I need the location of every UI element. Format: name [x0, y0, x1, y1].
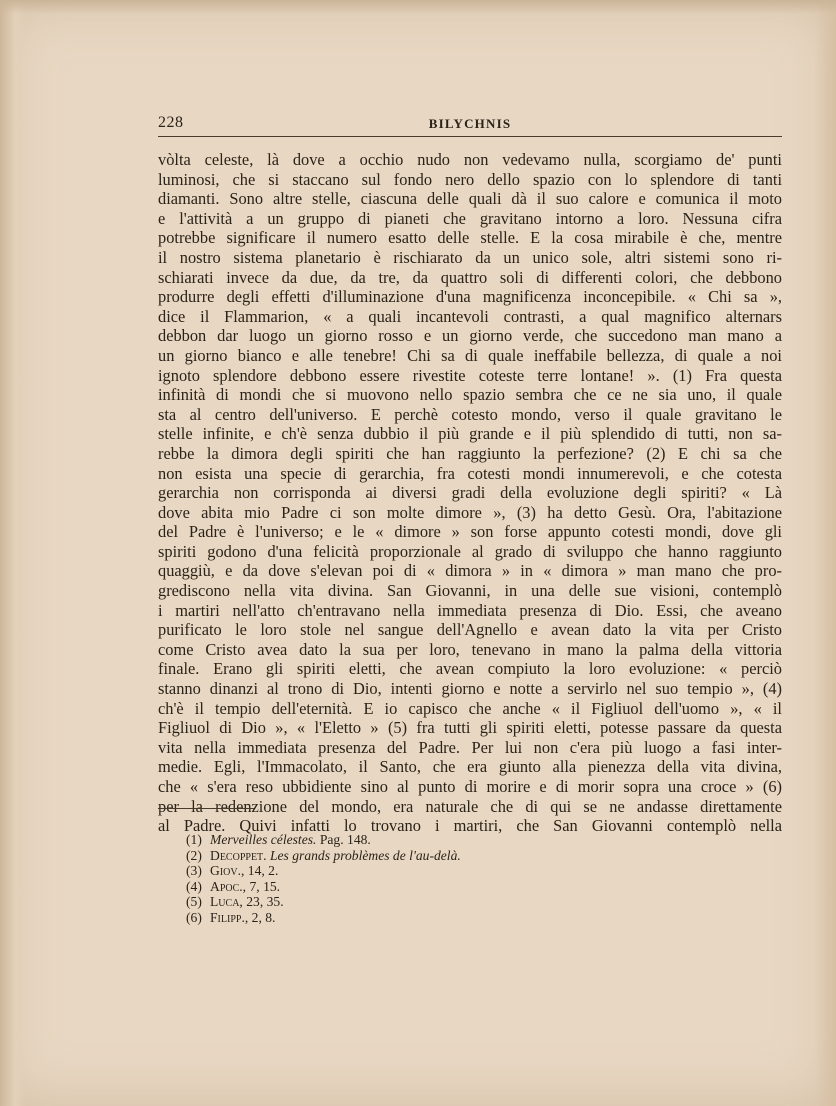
running-title: BILYCHNIS	[428, 116, 512, 131]
body-line: ignoto splendore debbono essere rivestite coteste terre lontane! ». (1) Fra questa	[158, 365, 782, 385]
page-right-edge	[816, 0, 836, 1106]
footnote-item	[186, 832, 706, 848]
footnote-author: Apoc.,	[210, 878, 247, 894]
body-text	[158, 150, 782, 836]
footnote-author: Filipp.,	[210, 909, 249, 925]
body-line: ch'è il tempio dell'eternità. E io capisco che anche « il Figliuol dell'uomo », « il	[158, 698, 782, 718]
body-line: produrre degli effetti d'illuminazione d'una magnificenza inconcepibile. « Chi sa »,	[158, 287, 782, 307]
body-line: un giorno bianco e alle tenebre! Chi sa di quale ineffabile bellezza, di quale a noi	[158, 345, 782, 365]
body-line: al Padre. Quivi infatti lo trovano i martiri, che San Giovanni contemplò nella	[158, 816, 782, 836]
footnote-item	[186, 863, 706, 879]
body-line: finale. Erano gli spiriti eletti, che avean compiuto la loro evoluzione: « perciò	[158, 659, 782, 679]
body-line: luminosi, che si staccano sul fondo nero dello spazio con lo splendore di tanti	[158, 169, 782, 189]
body-line: dice il Flammarion, « a quali incantevoli contrasti, a qual magnifico alternars	[158, 306, 782, 326]
body-line: purificato le loro stole nel sangue dell'Agnello e avean dato la vita per Cristo	[158, 620, 782, 640]
footnote-item	[186, 848, 706, 864]
body-line: schiarati invece da due, da tre, da quattro soli di differenti colori, che debbono	[158, 267, 782, 287]
body-line: grediscono nella vita divina. San Giovanni, in una delle sue visioni, contemplò	[158, 581, 782, 601]
footnote-number: (4)	[186, 878, 202, 894]
body-line: rebbe la dimora degli spiriti che han raggiunto la perfezione? (2) E chi sa che	[158, 443, 782, 463]
footnote-title: Merveilles célestes.	[210, 832, 317, 847]
body-line: quaggiù, e da dove s'elevan poi di « dimora » in « dimora » man mano che pro-	[158, 561, 782, 581]
footnote-author: Decoppet.	[210, 847, 267, 863]
page-top-edge	[0, 0, 836, 14]
body-line: infinità di mondi che si muovono nello spazio sembra che ce ne sia uno, il quale	[158, 385, 782, 405]
body-line: vòlta celeste, là dove a occhio nudo non vedevamo nulla, scorgiamo de' punti	[158, 150, 782, 169]
body-line: debbon dar luogo un giorno rosso e un giorno verde, che succedono man mano a	[158, 326, 782, 346]
footnote-reference: 7, 15.	[246, 878, 281, 894]
body-line: Figliuol di Dio », « l'Eletto » (5) fra tutti gli spiriti eletti, potesse passare da questa	[158, 718, 782, 738]
body-line: che « s'era reso ubbidiente sino al punto di morire e di morir sopra una croce » (6)	[158, 777, 782, 796]
page-header	[158, 114, 782, 137]
body-line: del Padre è l'universo; e le « dimore » son forse appunto cotesti mondi, dove gli	[158, 522, 782, 542]
body-line: non esista una specie di gerarchia, fra cotesti mondi innumerevoli, e che cotesta	[158, 463, 782, 483]
body-line: medie. Egli, l'Immacolato, il Santo, che era giunto alla pienezza della vita divina,	[158, 757, 782, 777]
body-line: stelle infinite, e ch'è senza dubbio il più grande e il più splendido di tutti, non sa-	[158, 424, 782, 444]
page-number: 228	[158, 114, 184, 131]
footnote-number: (3)	[186, 863, 202, 879]
footnote-item	[186, 910, 706, 926]
footnote-title: Les grands problèmes de l'au-delà.	[266, 847, 461, 863]
footnote-reference: 14, 2.	[244, 863, 279, 879]
footnote-author: Luca,	[210, 894, 243, 910]
body-line: dove abita mio Padre ci son molte dimore », (3) ha detto Gesù. Ora, l'abitazione	[158, 502, 782, 522]
footnote-item	[186, 894, 706, 910]
footnote-list	[186, 832, 706, 926]
body-line: i martiri nell'atto ch'entravano nella immediata presenza di Dio. Essi, che aveano	[158, 600, 782, 620]
body-line: potrebbe significare il numero esatto delle stelle. E la cosa mirabile è che, mentre	[158, 228, 782, 248]
footnote-number: (1)	[186, 832, 202, 847]
body-line: spiriti godono d'una felicità proporzionale al grado di sviluppo che hanno raggiunto	[158, 541, 782, 561]
footnote-number: (5)	[186, 894, 202, 910]
body-line: gerarchia non corrisponda ai diversi gradi della evoluzione degli spiriti? « Là	[158, 483, 782, 503]
footnote-item	[186, 879, 706, 895]
body-line: il nostro sistema planetario è rischiarato da un unico sole, altri sistemi sono ri-	[158, 247, 782, 267]
page-left-edge	[0, 0, 26, 1106]
footnote-rule	[158, 808, 254, 809]
footnote-reference: Pag. 148.	[316, 832, 371, 847]
body-line: sta al centro dell'universo. E perchè cotesto mondo, verso il quale gravitano le	[158, 404, 782, 424]
footnote-number: (6)	[186, 909, 202, 925]
footnote-reference: 2, 8.	[248, 909, 276, 925]
footnote-author: Giov.,	[210, 863, 245, 879]
body-line: e l'attività a un gruppo di pianeti che gravitano intorno a loro. Nessuna cifra	[158, 208, 782, 228]
body-line: come Cristo avea dato la sua per loro, tenevano in mano la palma della vittoria	[158, 639, 782, 659]
footnote-number: (2)	[186, 847, 202, 863]
body-line: stanno dinanzi al trono di Dio, intenti giorno e notte a servirlo nel suo tempio », (4)	[158, 679, 782, 699]
footnote-reference: 23, 35.	[242, 894, 284, 910]
body-line: diamanti. Sono altre stelle, ciascuna delle quali dà il suo calore e comunica il moto	[158, 189, 782, 209]
body-line: vita nella immediata presenza del Padre. Per lui non c'era più luogo a fasi inter-	[158, 737, 782, 757]
body-line: per la redenzione del mondo, era naturale che di qui se ne andasse direttamente	[158, 796, 782, 816]
